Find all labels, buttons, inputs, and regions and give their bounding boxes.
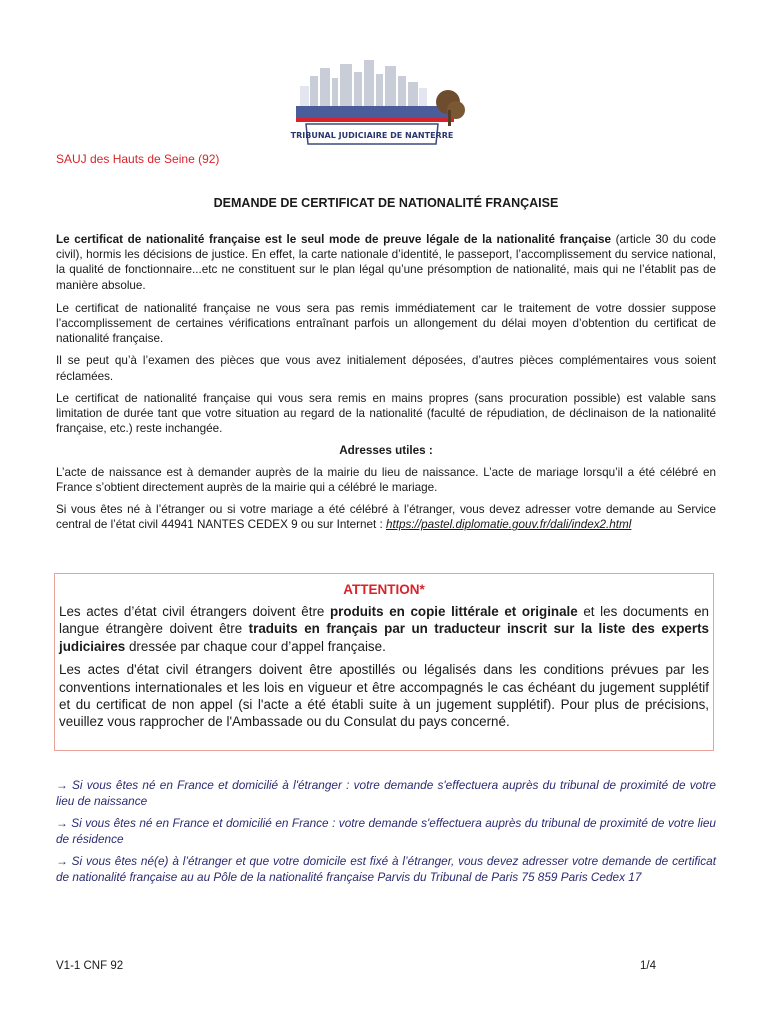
footer-page-number: 1/4 [640, 960, 656, 972]
attention-paragraph-1 [59, 603, 709, 655]
attention-text-b: et les documents en langue étrangère doivent être [59, 604, 709, 637]
notes-section [56, 778, 716, 893]
intro-bold: Le certificat de nationalité française est le seul mode de preuve légale de la nationalité française [56, 233, 611, 246]
attention-box [54, 573, 714, 751]
attention-text-c: dressée par chaque cour d’appel française. [125, 638, 386, 654]
attention-title: ATTENTION* [343, 582, 425, 597]
pastel-link[interactable]: https://pastel.diplomatie.gouv.fr/dali/index2.html [386, 518, 632, 532]
note-born-abroad: → Si vous êtes né(e) à l’étranger et que votre domicile est fixé à l’étranger, vous devez adresser votre demande de certificat de nationalité française au au Pôle de la nationalité française Parvis du Tribunal de Paris 75 859 Paris Cedex 17 [56, 854, 716, 884]
intro-paragraph [56, 232, 716, 293]
attention-text-a: Les actes d’état civil étrangers doivent être [59, 604, 330, 619]
addresses-abroad-text: Si vous êtes né à l’étranger ou si votre mariage a été célébré à l’étranger, vous devez adresser votre demande au Service central de l’état civil 44941 NANTES CEDEX 9 ou sur Internet : [56, 503, 716, 532]
logo-text: TRIBUNAL JUDICIAIRE DE NANTERRE [290, 131, 454, 140]
logo-graphic [288, 58, 470, 158]
footer-version: V1-1 CNF 92 [56, 960, 124, 972]
paragraph-additional: Il se peut qu’à l’examen des pièces que vous avez initialement déposées, d’autres pièces complémentaires vous soient réclamées. [56, 354, 716, 383]
tribunal-logo [288, 58, 470, 158]
addresses-abroad [56, 502, 716, 532]
paragraph-validity: Le certificat de nationalité française qui vous sera remis en mains propres (sans procuration possible) est valable sans limitation de durée tant que votre situation au regard de la nationalité (faculté de répudiation, de déclinaison de la nationalité française, etc.) reste inchangée. [56, 391, 716, 436]
body-text [56, 232, 716, 539]
note-born-france-france: → Si vous êtes né en France et domicilié en France : votre demande s'effectuera auprès du tribunal de proximité de votre lieu de résidence [56, 816, 716, 846]
note-born-france-abroad: → Si vous êtes né en France et domicilié à l'étranger : votre demande s'effectuera auprès du tribunal de proximité de votre lieu de naissance [56, 778, 716, 808]
addresses-heading: Adresses utiles : [339, 444, 433, 458]
attention-bold-b: traduits en français par un traducteur inscrit sur la liste des experts judiciaires [59, 621, 709, 654]
intro-rest: (article 30 du code civil), hormis les décisions de justice. En effet, la carte nationale d’identité, le passeport, l’accomplissement du service national, la qualité de fonctionnaire...etc ne constituent sur le plan légal qu’une présomption de nationalité, mais qui ne l’établit pas de manière absolue. [56, 233, 716, 292]
attention-bold-a: produits en copie littérale et originale [330, 604, 578, 619]
paragraph-delay: Le certificat de nationalité française ne vous sera pas remis immédiatement car le traitement de votre dossier suppose l’accomplissement de certaines vérifications entraînant parfois un allongement du délai moyen d’obtention du certificat de nationalité française. [56, 301, 716, 346]
attention-paragraph-2: Les actes d'état civil étrangers doivent être apostillés ou légalisés dans les conditions prévues par les conventions internationales et les lois en vigueur et être accompagnés le cas échéant du jugement supplétif et du certificat de non appel (si l'acte a été établi suite à un jugement supplétif). Pour plus de précisions, veuillez vous rapprocher de l'Ambassade ou du Consulat du pays concerné. [59, 662, 709, 730]
court-name: SAUJ des Hauts de Seine (92) [56, 152, 220, 166]
addresses-birth: L’acte de naissance est à demander auprès de la mairie du lieu de naissance. L’acte de mariage lorsqu’il a été célébré en France s’obtient directement auprès de la mairie qui a célébré le mariage. [56, 465, 716, 494]
page-title: DEMANDE DE CERTIFICAT DE NATIONALITÉ FRANÇAISE [213, 196, 559, 210]
